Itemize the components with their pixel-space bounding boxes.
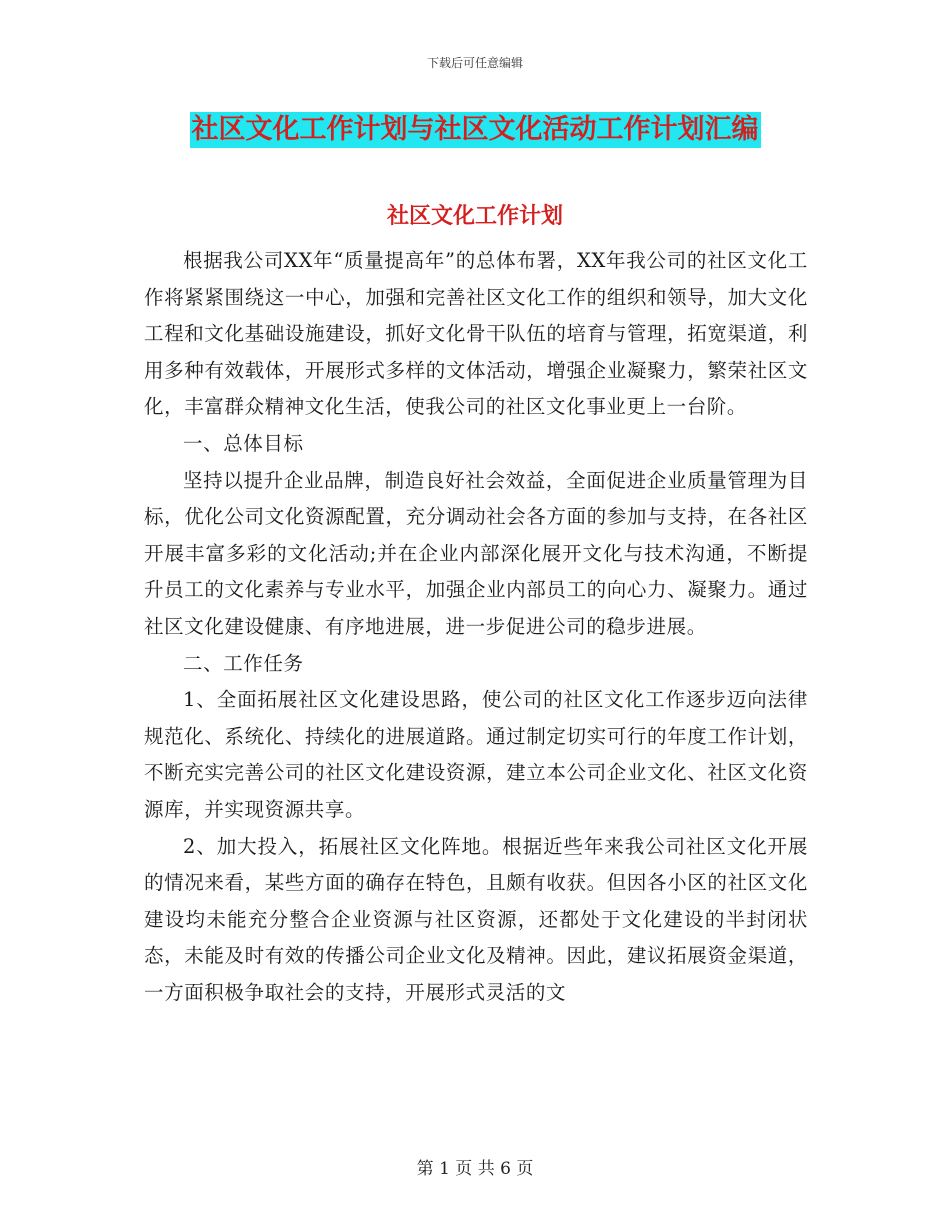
section-title: 社区文化工作计划 [386, 203, 563, 229]
paragraph: 坚持以提升企业品牌，制造良好社会效益，全面促进企业质量管理为目标，优化公司文化资源配置，充分调动社会各方面的参加与支持，在各社区开展丰富多彩的文化活动;并在企业内部深化展开文化与技术沟通，不断提升员工的文化素养与专业水平，加强企业内部员工的向心力、凝聚力。通过社区文化建设健康、有序地进展，进一步促进公司的稳步进展。 [144, 468, 808, 638]
document-title-text: 社区文化工作计划与社区文化活动工作计划汇编 [190, 112, 761, 148]
paragraph: 根据我公司XX年“质量提高年”的总体布署，XX年我公司的社区文化工作将紧紧围绕这一中心，加强和完善社区文化工作的组织和领导，加大文化工程和文化基础设施建设，抓好文化骨干队伍的培育与管理，拓宽渠道，利用多种有效载体，开展形式多样的文体活动，增强企业凝聚力，繁荣社区文化，丰富群众精神文化生活，使我公司的社区文化事业更上一台阶。 [144, 249, 808, 419]
paragraph: 一、总体目标 [183, 431, 304, 455]
paragraph: 1、全面拓展社区文化建设思路，使公司的社区文化工作逐步迈向法律规范化、系统化、持续化的进展道路。通过制定切实可行的年度工作计划，不断充实完善公司的社区文化建设资源，建立本公司企业文化、社区文化资源库，并实现资源共享。 [144, 688, 808, 821]
paragraph: 二、工作任务 [183, 651, 304, 675]
document-title [0, 112, 950, 148]
header-note: 下载后可任意编辑 [426, 56, 523, 70]
page-footer: 第 1 页 共 6 页 [416, 1159, 534, 1179]
paragraph: 2、加大投入，拓展社区文化阵地。根据近些年来我公司社区文化开展的情况来看，某些方面的确存在特色，且颇有收获。但因各小区的社区文化建设均未能充分整合企业资源与社区资源，还都处于文化建设的半封闭状态，未能及时有效的传播公司企业文化及精神。因此，建议拓展资金渠道，一方面积极争取社会的支持，开展形式灵活的文 [144, 834, 808, 1004]
body-text [144, 243, 808, 1011]
